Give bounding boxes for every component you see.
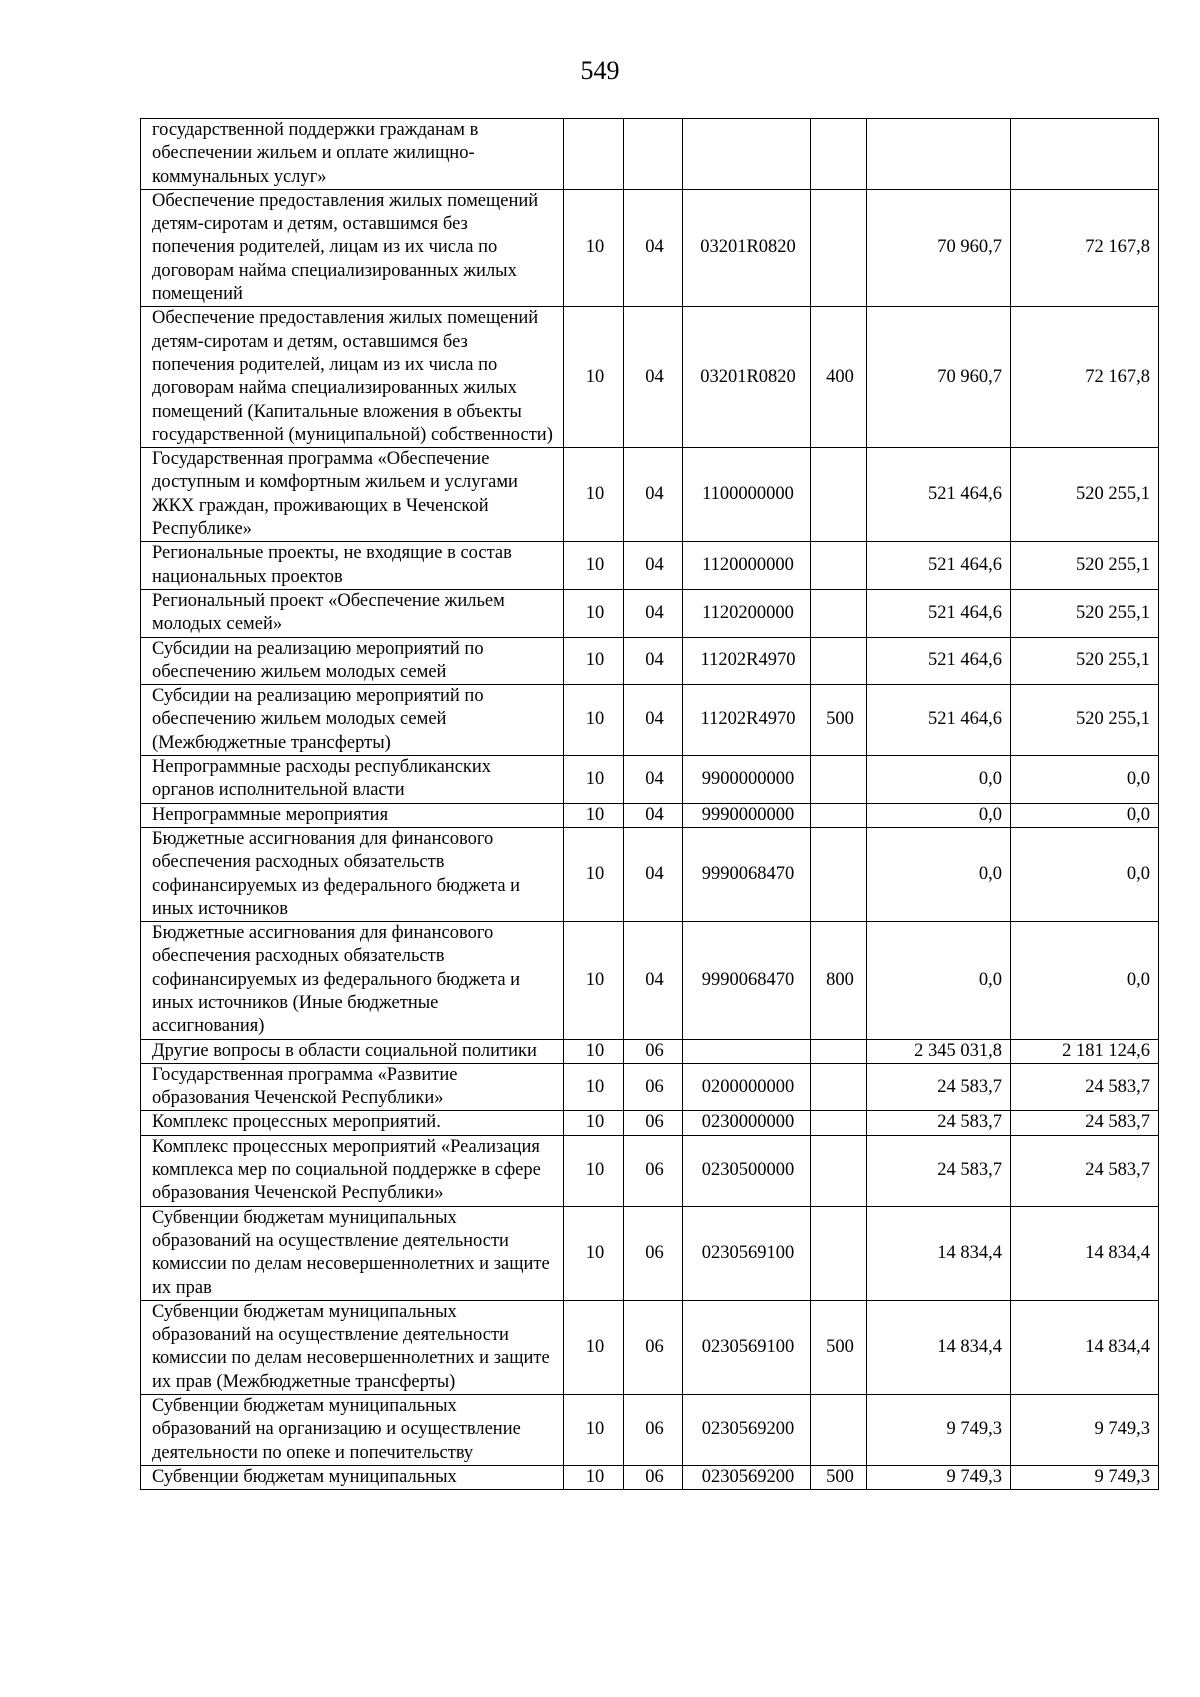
table-row: [141, 1395, 1159, 1466]
target-article-cell: 1100000000: [683, 448, 811, 542]
amount-year2-cell: 9 749,3: [1011, 1395, 1159, 1466]
expense-name-cell: государственной поддержки гражданам в обеспечении жильем и оплате жилищно-коммунальных услуг»: [141, 119, 564, 190]
section-code-cell: 10: [564, 542, 624, 590]
amount-year1-cell: 24 583,7: [867, 1111, 1011, 1135]
target-article-cell: 9990000000: [683, 803, 811, 827]
subsection-code-cell: 06: [624, 1135, 683, 1206]
amount-year2-cell: 24 583,7: [1011, 1111, 1159, 1135]
target-article-cell: 0230569200: [683, 1395, 811, 1466]
expense-type-cell: [811, 1135, 867, 1206]
expense-type-cell: [811, 1063, 867, 1111]
subsection-code-cell: 04: [624, 803, 683, 827]
section-code-cell: 10: [564, 1465, 624, 1489]
subsection-code-cell: 04: [624, 589, 683, 637]
expense-name-cell: Региональные проекты, не входящие в состав национальных проектов: [141, 542, 564, 590]
amount-year2-cell: 72 167,8: [1011, 307, 1159, 448]
expense-name-cell: Обеспечение предоставления жилых помещений детям-сиротам и детям, оставшимся без попечения родителей, лицам из их числа по договорам найма специализированных жилых помещений (Капитальные вложения в объекты государственной (муниципальной) собственности): [141, 307, 564, 448]
expense-type-cell: [811, 827, 867, 921]
section-code-cell: 10: [564, 189, 624, 306]
expense-name-cell: Непрограммные расходы республиканских органов исполнительной власти: [141, 756, 564, 804]
target-article-cell: 03201R0820: [683, 307, 811, 448]
target-article-cell: [683, 119, 811, 190]
target-article-cell: 9990068470: [683, 922, 811, 1039]
amount-year2-cell: 0,0: [1011, 756, 1159, 804]
amount-year2-cell: 520 255,1: [1011, 589, 1159, 637]
expense-name-cell: Субвенции бюджетам муниципальных: [141, 1465, 564, 1489]
subsection-code-cell: 04: [624, 637, 683, 685]
table-row: [141, 827, 1159, 921]
subsection-code-cell: 04: [624, 827, 683, 921]
target-article-cell: 0230000000: [683, 1111, 811, 1135]
amount-year1-cell: 9 749,3: [867, 1395, 1011, 1466]
page-number: 549: [580, 56, 620, 85]
amount-year2-cell: 520 255,1: [1011, 685, 1159, 756]
table-row: [141, 1465, 1159, 1489]
amount-year1-cell: 521 464,6: [867, 637, 1011, 685]
section-code-cell: 10: [564, 1111, 624, 1135]
subsection-code-cell: 04: [624, 307, 683, 448]
table-row: [141, 189, 1159, 306]
expense-type-cell: [811, 542, 867, 590]
expense-name-cell: Субсидии на реализацию мероприятий по обеспечению жильем молодых семей (Межбюджетные трансферты): [141, 685, 564, 756]
amount-year1-cell: 24 583,7: [867, 1135, 1011, 1206]
section-code-cell: [564, 119, 624, 190]
expense-name-cell: Государственная программа «Развитие образования Чеченской Республики»: [141, 1063, 564, 1111]
expense-type-cell: 800: [811, 922, 867, 1039]
amount-year1-cell: 70 960,7: [867, 307, 1011, 448]
amount-year2-cell: 520 255,1: [1011, 637, 1159, 685]
target-article-cell: 9900000000: [683, 756, 811, 804]
expense-name-cell: Субвенции бюджетам муниципальных образований на осуществление деятельности комиссии по делам несовершеннолетних и защите их прав (Межбюджетные трансферты): [141, 1300, 564, 1394]
amount-year1-cell: 14 834,4: [867, 1206, 1011, 1300]
amount-year1-cell: 24 583,7: [867, 1063, 1011, 1111]
amount-year2-cell: 72 167,8: [1011, 189, 1159, 306]
expense-type-cell: [811, 189, 867, 306]
expense-name-cell: Обеспечение предоставления жилых помещений детям-сиротам и детям, оставшимся без попечения родителей, лицам из их числа по договорам найма специализированных жилых помещений: [141, 189, 564, 306]
expense-name-cell: Субвенции бюджетам муниципальных образований на осуществление деятельности комиссии по делам несовершеннолетних и защите их прав: [141, 1206, 564, 1300]
table-row: [141, 119, 1159, 190]
amount-year2-cell: 520 255,1: [1011, 542, 1159, 590]
amount-year2-cell: 0,0: [1011, 803, 1159, 827]
section-code-cell: 10: [564, 1206, 624, 1300]
expense-name-cell: Бюджетные ассигнования для финансового обеспечения расходных обязательств софинансируемых из федерального бюджета и иных источников (Иные бюджетные ассигнования): [141, 922, 564, 1039]
expense-type-cell: [811, 803, 867, 827]
expense-type-cell: [811, 589, 867, 637]
table-row: [141, 685, 1159, 756]
expense-type-cell: [811, 1395, 867, 1466]
target-article-cell: 1120000000: [683, 542, 811, 590]
expense-type-cell: 400: [811, 307, 867, 448]
amount-year1-cell: 0,0: [867, 756, 1011, 804]
section-code-cell: 10: [564, 756, 624, 804]
section-code-cell: 10: [564, 589, 624, 637]
expense-type-cell: 500: [811, 685, 867, 756]
subsection-code-cell: 06: [624, 1465, 683, 1489]
expense-type-cell: 500: [811, 1300, 867, 1394]
amount-year1-cell: 0,0: [867, 803, 1011, 827]
table-row: [141, 1039, 1159, 1063]
section-code-cell: 10: [564, 1039, 624, 1063]
subsection-code-cell: 06: [624, 1063, 683, 1111]
expense-name-cell: Субвенции бюджетам муниципальных образований на организацию и осуществление деятельности по опеке и попечительству: [141, 1395, 564, 1466]
table-row: [141, 307, 1159, 448]
subsection-code-cell: 04: [624, 756, 683, 804]
section-code-cell: 10: [564, 448, 624, 542]
amount-year2-cell: 0,0: [1011, 827, 1159, 921]
subsection-code-cell: 04: [624, 542, 683, 590]
amount-year2-cell: 24 583,7: [1011, 1063, 1159, 1111]
expense-name-cell: Комплекс процессных мероприятий «Реализация комплекса мер по социальной поддержке в сфере образования Чеченской Республики»: [141, 1135, 564, 1206]
target-article-cell: 03201R0820: [683, 189, 811, 306]
table-row: [141, 448, 1159, 542]
amount-year1-cell: 2 345 031,8: [867, 1039, 1011, 1063]
subsection-code-cell: 04: [624, 448, 683, 542]
subsection-code-cell: 06: [624, 1206, 683, 1300]
target-article-cell: 0230569200: [683, 1465, 811, 1489]
section-code-cell: 10: [564, 685, 624, 756]
amount-year1-cell: 521 464,6: [867, 448, 1011, 542]
target-article-cell: 0230569100: [683, 1206, 811, 1300]
amount-year2-cell: 2 181 124,6: [1011, 1039, 1159, 1063]
table-row: [141, 1206, 1159, 1300]
amount-year1-cell: 14 834,4: [867, 1300, 1011, 1394]
amount-year2-cell: 24 583,7: [1011, 1135, 1159, 1206]
section-code-cell: 10: [564, 307, 624, 448]
expense-type-cell: [811, 1111, 867, 1135]
subsection-code-cell: 04: [624, 685, 683, 756]
section-code-cell: 10: [564, 827, 624, 921]
expense-type-cell: [811, 1039, 867, 1063]
section-code-cell: 10: [564, 803, 624, 827]
expense-type-cell: [811, 756, 867, 804]
section-code-cell: 10: [564, 1135, 624, 1206]
amount-year1-cell: [867, 119, 1011, 190]
subsection-code-cell: 06: [624, 1039, 683, 1063]
amount-year1-cell: 9 749,3: [867, 1465, 1011, 1489]
amount-year2-cell: 9 749,3: [1011, 1465, 1159, 1489]
amount-year1-cell: 70 960,7: [867, 189, 1011, 306]
subsection-code-cell: 04: [624, 922, 683, 1039]
table-row: [141, 542, 1159, 590]
amount-year2-cell: 14 834,4: [1011, 1206, 1159, 1300]
expense-type-cell: [811, 448, 867, 542]
expense-type-cell: [811, 637, 867, 685]
table-row: [141, 803, 1159, 827]
expense-name-cell: Другие вопросы в области социальной политики: [141, 1039, 564, 1063]
subsection-code-cell: 06: [624, 1395, 683, 1466]
target-article-cell: 9990068470: [683, 827, 811, 921]
table-row: [141, 756, 1159, 804]
table-row: [141, 1300, 1159, 1394]
section-code-cell: 10: [564, 1395, 624, 1466]
target-article-cell: 0230569100: [683, 1300, 811, 1394]
section-code-cell: 10: [564, 637, 624, 685]
target-article-cell: 11202R4970: [683, 685, 811, 756]
section-code-cell: 10: [564, 1300, 624, 1394]
expense-name-cell: Субсидии на реализацию мероприятий по обеспечению жильем молодых семей: [141, 637, 564, 685]
expense-type-cell: 500: [811, 1465, 867, 1489]
table-row: [141, 922, 1159, 1039]
amount-year1-cell: 521 464,6: [867, 589, 1011, 637]
table-row: [141, 1063, 1159, 1111]
amount-year1-cell: 0,0: [867, 922, 1011, 1039]
target-article-cell: 1120200000: [683, 589, 811, 637]
target-article-cell: 11202R4970: [683, 637, 811, 685]
amount-year1-cell: 521 464,6: [867, 542, 1011, 590]
table-row: [141, 1111, 1159, 1135]
amount-year2-cell: [1011, 119, 1159, 190]
expense-type-cell: [811, 119, 867, 190]
amount-year2-cell: 520 255,1: [1011, 448, 1159, 542]
subsection-code-cell: 04: [624, 189, 683, 306]
amount-year1-cell: 0,0: [867, 827, 1011, 921]
expense-name-cell: Региональный проект «Обеспечение жильем молодых семей»: [141, 589, 564, 637]
expense-name-cell: Государственная программа «Обеспечение доступным и комфортным жильем и услугами ЖКХ граждан, проживающих в Чеченской Республике»: [141, 448, 564, 542]
table-row: [141, 589, 1159, 637]
expense-type-cell: [811, 1206, 867, 1300]
subsection-code-cell: 06: [624, 1300, 683, 1394]
amount-year2-cell: 0,0: [1011, 922, 1159, 1039]
expense-name-cell: Комплекс процессных мероприятий.: [141, 1111, 564, 1135]
table-row: [141, 1135, 1159, 1206]
section-code-cell: 10: [564, 922, 624, 1039]
target-article-cell: 0200000000: [683, 1063, 811, 1111]
expense-name-cell: Бюджетные ассигнования для финансового обеспечения расходных обязательств софинансируемых из федерального бюджета и иных источников: [141, 827, 564, 921]
target-article-cell: 0230500000: [683, 1135, 811, 1206]
section-code-cell: 10: [564, 1063, 624, 1111]
amount-year1-cell: 521 464,6: [867, 685, 1011, 756]
table-row: [141, 637, 1159, 685]
amount-year2-cell: 14 834,4: [1011, 1300, 1159, 1394]
expense-name-cell: Непрограммные мероприятия: [141, 803, 564, 827]
target-article-cell: [683, 1039, 811, 1063]
subsection-code-cell: [624, 119, 683, 190]
subsection-code-cell: 06: [624, 1111, 683, 1135]
budget-table: [140, 118, 1159, 1490]
